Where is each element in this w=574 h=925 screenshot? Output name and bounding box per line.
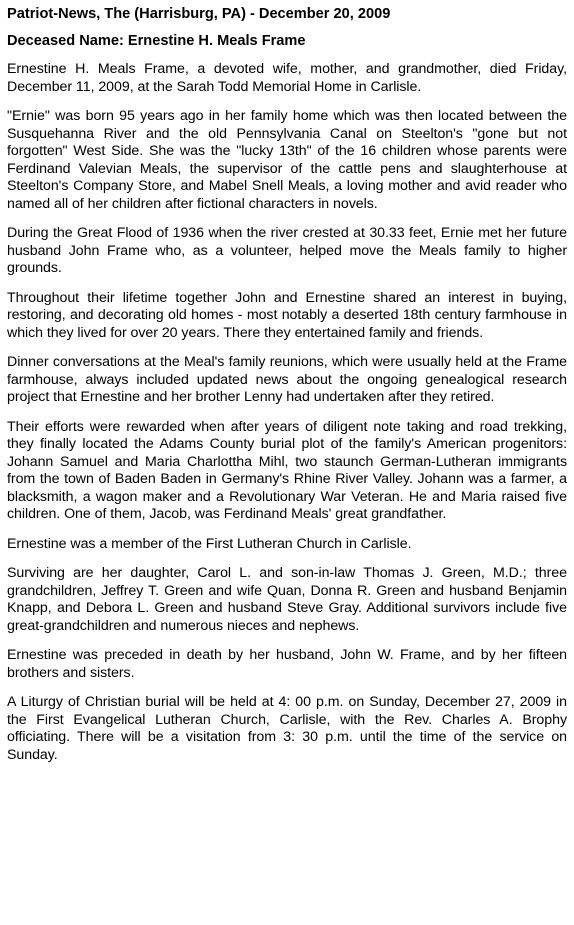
paragraph-genealogy: Their efforts were rewarded when after years of diligent note taking and road trekking, they finally located the Adams County burial plot of the family's American progenitors: Johann Samuel and Maria Charlottha Mihl, two staunch German-Lutheran immigrants from the town of Baden Baden in Germany's Rhine River Valley. Johann was a farmer, a blacksmith, a wagon maker and a Revolutionary War Veteran. He and Maria raised five children. One of them, Jacob, was Ferdinand Meals' great grandfather.	[7, 418, 567, 522]
paragraph-flood: During the Great Flood of 1936 when the river crested at 30.33 feet, Ernie met her future husband John Frame who, as a volunteer, helped move the Meals family to higher grounds.	[7, 225, 567, 276]
paragraph-homes: Throughout their lifetime together John and Ernestine shared an interest in buying, restoring, and decorating old homes - most notably a deserted 18th century farmhouse in which they lived for over 20 years. There they entertained family and friends.	[7, 289, 567, 341]
paragraph-preceded: Ernestine was preceded in death by her husband, John W. Frame, and by her fifteen brothers and sisters.	[7, 647, 567, 681]
paragraph-reunions: Dinner conversations at the Meal's family reunions, which were usually held at the Frame farmhouse, always included updated news about the ongoing genealogical research project that Ernestine and her brother Lenny had undertaken after they retired.	[7, 354, 567, 405]
paragraph-intro: Ernestine H. Meals Frame, a devoted wife, mother, and grandmother, died Friday, December 11, 2009, at the Sarah Todd Memorial Home in Carlisle.	[7, 61, 567, 95]
paragraph-birth: "Ernie" was born 95 years ago in her family home which was then located between the Susquehanna River and the old Pennsylvania Canal on Steelton's "gone but not forgotten" West Side. She was the "lucky 13th" of the 16 children whose parents were Ferdinand Valevian Meals, the supervisor of the cattle pens and slaughterhouse at Steelton's Company Store, and Mabel Snell Meals, a loving mother and avid reader who named all of her children after fictional characters in novels.	[7, 108, 567, 212]
newspaper-title: Patriot-News, The (Harrisburg, PA) - December 20, 2009	[7, 6, 391, 22]
paragraph-service: A Liturgy of Christian burial will be held at 4: 00 p.m. on Sunday, December 27, 2009 in the First Evangelical Lutheran Church, Carlisle, with the Rev. Charles A. Brophy officiating. There will be a visitation from 3: 30 p.m. until the time of the service on Sunday.	[7, 694, 567, 763]
deceased-name-heading: Deceased Name: Ernestine H. Meals Frame	[7, 33, 306, 49]
paragraph-church: Ernestine was a member of the First Lutheran Church in Carlisle.	[7, 535, 412, 552]
paragraph-survivors: Surviving are her daughter, Carol L. and son-in-law Thomas J. Green, M.D.; three grandchildren, Jeffrey T. Green and wife Quan, Donna R. Green and husband Benjamin Knapp, and Debora L. Green and husband Steve Gray. Additional survivors include five great-grandchildren and numerous nieces and nephews.	[7, 565, 567, 634]
